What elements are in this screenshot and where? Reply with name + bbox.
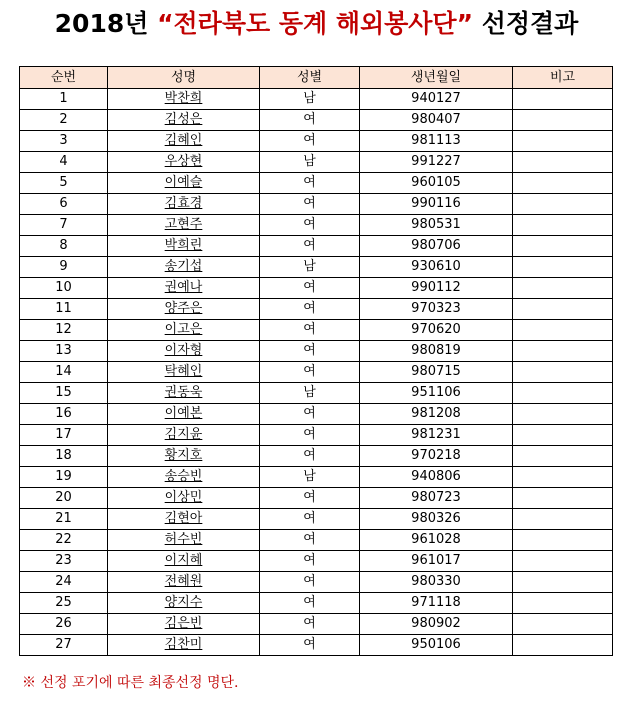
table-row bbox=[20, 404, 613, 425]
cell-birth: 970620 bbox=[360, 320, 513, 341]
cell-remark bbox=[513, 614, 613, 635]
cell-name: 권동욱 bbox=[108, 383, 260, 404]
cell-gender: 여 bbox=[260, 194, 360, 215]
cell-no: 14 bbox=[20, 362, 108, 383]
cell-birth: 940806 bbox=[360, 467, 513, 488]
cell-remark bbox=[513, 635, 613, 656]
cell-gender: 여 bbox=[260, 488, 360, 509]
table-row bbox=[20, 110, 613, 131]
cell-remark bbox=[513, 362, 613, 383]
cell-gender: 여 bbox=[260, 635, 360, 656]
cell-birth: 950106 bbox=[360, 635, 513, 656]
table-row bbox=[20, 341, 613, 362]
cell-gender: 여 bbox=[260, 425, 360, 446]
cell-no: 17 bbox=[20, 425, 108, 446]
cell-no: 12 bbox=[20, 320, 108, 341]
table-row bbox=[20, 572, 613, 593]
table-row bbox=[20, 635, 613, 656]
cell-gender: 여 bbox=[260, 341, 360, 362]
table-row bbox=[20, 299, 613, 320]
cell-no: 10 bbox=[20, 278, 108, 299]
cell-remark bbox=[513, 236, 613, 257]
cell-remark bbox=[513, 131, 613, 152]
table-row bbox=[20, 383, 613, 404]
cell-birth: 980706 bbox=[360, 236, 513, 257]
header-remark: 비고 bbox=[513, 67, 613, 89]
table-row bbox=[20, 425, 613, 446]
cell-name: 이고은 bbox=[108, 320, 260, 341]
cell-no: 15 bbox=[20, 383, 108, 404]
cell-name: 허수빈 bbox=[108, 530, 260, 551]
cell-no: 7 bbox=[20, 215, 108, 236]
cell-birth: 981113 bbox=[360, 131, 513, 152]
header-birth: 생년월일 bbox=[360, 67, 513, 89]
cell-gender: 여 bbox=[260, 362, 360, 383]
cell-birth: 960105 bbox=[360, 173, 513, 194]
cell-name: 김성은 bbox=[108, 110, 260, 131]
cell-birth: 980407 bbox=[360, 110, 513, 131]
header-gender: 성별 bbox=[260, 67, 360, 89]
cell-birth: 980715 bbox=[360, 362, 513, 383]
cell-no: 11 bbox=[20, 299, 108, 320]
cell-name: 송승빈 bbox=[108, 467, 260, 488]
cell-no: 2 bbox=[20, 110, 108, 131]
cell-name: 김찬미 bbox=[108, 635, 260, 656]
table-row bbox=[20, 194, 613, 215]
cell-gender: 남 bbox=[260, 152, 360, 173]
cell-birth: 980326 bbox=[360, 509, 513, 530]
table-row bbox=[20, 593, 613, 614]
table-row bbox=[20, 215, 613, 236]
cell-gender: 여 bbox=[260, 215, 360, 236]
cell-gender: 여 bbox=[260, 509, 360, 530]
cell-remark bbox=[513, 467, 613, 488]
cell-name: 양주은 bbox=[108, 299, 260, 320]
table-row bbox=[20, 320, 613, 341]
cell-birth: 970323 bbox=[360, 299, 513, 320]
cell-remark bbox=[513, 257, 613, 278]
cell-no: 4 bbox=[20, 152, 108, 173]
title-highlight: “전라북도 동계 해외봉사단” bbox=[157, 9, 474, 38]
cell-name: 김지윤 bbox=[108, 425, 260, 446]
cell-no: 9 bbox=[20, 257, 108, 278]
cell-no: 23 bbox=[20, 551, 108, 572]
cell-no: 21 bbox=[20, 509, 108, 530]
footnote: ※ 선정 포기에 따른 최종선정 명단. bbox=[22, 675, 239, 691]
cell-no: 1 bbox=[20, 89, 108, 110]
cell-name: 전혜원 bbox=[108, 572, 260, 593]
cell-birth: 980531 bbox=[360, 215, 513, 236]
cell-gender: 여 bbox=[260, 614, 360, 635]
cell-remark bbox=[513, 488, 613, 509]
cell-gender: 여 bbox=[260, 572, 360, 593]
cell-name: 이예본 bbox=[108, 404, 260, 425]
cell-no: 8 bbox=[20, 236, 108, 257]
page-title bbox=[0, 4, 633, 40]
cell-name: 황지호 bbox=[108, 446, 260, 467]
cell-gender: 남 bbox=[260, 383, 360, 404]
cell-birth: 961017 bbox=[360, 551, 513, 572]
cell-gender: 남 bbox=[260, 467, 360, 488]
cell-no: 19 bbox=[20, 467, 108, 488]
cell-remark bbox=[513, 278, 613, 299]
table-row bbox=[20, 173, 613, 194]
table-row bbox=[20, 509, 613, 530]
cell-remark bbox=[513, 530, 613, 551]
cell-birth: 991227 bbox=[360, 152, 513, 173]
title-suffix: 선정결과 bbox=[473, 9, 579, 38]
cell-gender: 남 bbox=[260, 257, 360, 278]
cell-no: 16 bbox=[20, 404, 108, 425]
cell-remark bbox=[513, 215, 613, 236]
table-body bbox=[20, 89, 613, 656]
cell-remark bbox=[513, 404, 613, 425]
table-row bbox=[20, 446, 613, 467]
cell-birth: 971118 bbox=[360, 593, 513, 614]
cell-gender: 여 bbox=[260, 530, 360, 551]
cell-gender: 여 bbox=[260, 551, 360, 572]
table-row bbox=[20, 614, 613, 635]
table-row bbox=[20, 362, 613, 383]
table-row bbox=[20, 131, 613, 152]
title-prefix: 2018년 bbox=[54, 9, 158, 38]
cell-name: 이자형 bbox=[108, 341, 260, 362]
cell-name: 송기섭 bbox=[108, 257, 260, 278]
cell-name: 김혜인 bbox=[108, 131, 260, 152]
cell-remark bbox=[513, 446, 613, 467]
table-row bbox=[20, 257, 613, 278]
cell-no: 13 bbox=[20, 341, 108, 362]
cell-gender: 여 bbox=[260, 320, 360, 341]
cell-gender: 여 bbox=[260, 110, 360, 131]
cell-name: 이상민 bbox=[108, 488, 260, 509]
header-no: 순번 bbox=[20, 67, 108, 89]
cell-gender: 여 bbox=[260, 593, 360, 614]
cell-birth: 970218 bbox=[360, 446, 513, 467]
cell-gender: 남 bbox=[260, 89, 360, 110]
cell-birth: 981208 bbox=[360, 404, 513, 425]
cell-name: 양지수 bbox=[108, 593, 260, 614]
cell-birth: 990112 bbox=[360, 278, 513, 299]
cell-name: 우상현 bbox=[108, 152, 260, 173]
cell-name: 김은빈 bbox=[108, 614, 260, 635]
cell-birth: 980723 bbox=[360, 488, 513, 509]
cell-name: 박희린 bbox=[108, 236, 260, 257]
table-row bbox=[20, 551, 613, 572]
cell-no: 3 bbox=[20, 131, 108, 152]
table-row bbox=[20, 467, 613, 488]
table-header-row bbox=[20, 67, 613, 89]
cell-birth: 980330 bbox=[360, 572, 513, 593]
table-row bbox=[20, 152, 613, 173]
cell-remark bbox=[513, 341, 613, 362]
cell-remark bbox=[513, 551, 613, 572]
cell-name: 박찬희 bbox=[108, 89, 260, 110]
cell-no: 6 bbox=[20, 194, 108, 215]
table-row bbox=[20, 488, 613, 509]
cell-birth: 990116 bbox=[360, 194, 513, 215]
cell-birth: 961028 bbox=[360, 530, 513, 551]
cell-birth: 981231 bbox=[360, 425, 513, 446]
cell-gender: 여 bbox=[260, 446, 360, 467]
cell-no: 18 bbox=[20, 446, 108, 467]
cell-birth: 930610 bbox=[360, 257, 513, 278]
cell-name: 이예슬 bbox=[108, 173, 260, 194]
cell-name: 이지혜 bbox=[108, 551, 260, 572]
cell-name: 김현아 bbox=[108, 509, 260, 530]
cell-remark bbox=[513, 110, 613, 131]
cell-no: 24 bbox=[20, 572, 108, 593]
table-row bbox=[20, 89, 613, 110]
cell-remark bbox=[513, 173, 613, 194]
cell-remark bbox=[513, 194, 613, 215]
cell-gender: 여 bbox=[260, 299, 360, 320]
cell-name: 권예나 bbox=[108, 278, 260, 299]
cell-no: 25 bbox=[20, 593, 108, 614]
cell-remark bbox=[513, 320, 613, 341]
cell-no: 26 bbox=[20, 614, 108, 635]
cell-no: 27 bbox=[20, 635, 108, 656]
cell-no: 20 bbox=[20, 488, 108, 509]
cell-name: 김효경 bbox=[108, 194, 260, 215]
cell-no: 5 bbox=[20, 173, 108, 194]
cell-gender: 여 bbox=[260, 131, 360, 152]
cell-remark bbox=[513, 89, 613, 110]
cell-remark bbox=[513, 383, 613, 404]
table-row bbox=[20, 278, 613, 299]
cell-name: 탁혜인 bbox=[108, 362, 260, 383]
cell-remark bbox=[513, 509, 613, 530]
cell-remark bbox=[513, 572, 613, 593]
cell-name: 고현주 bbox=[108, 215, 260, 236]
cell-birth: 980819 bbox=[360, 341, 513, 362]
cell-birth: 980902 bbox=[360, 614, 513, 635]
header-name: 성명 bbox=[108, 67, 260, 89]
cell-remark bbox=[513, 299, 613, 320]
cell-remark bbox=[513, 593, 613, 614]
cell-remark bbox=[513, 152, 613, 173]
cell-gender: 여 bbox=[260, 404, 360, 425]
cell-birth: 951106 bbox=[360, 383, 513, 404]
cell-no: 22 bbox=[20, 530, 108, 551]
result-table bbox=[19, 66, 613, 656]
cell-remark bbox=[513, 425, 613, 446]
cell-gender: 여 bbox=[260, 173, 360, 194]
table-row bbox=[20, 530, 613, 551]
cell-gender: 여 bbox=[260, 236, 360, 257]
table-row bbox=[20, 236, 613, 257]
cell-gender: 여 bbox=[260, 278, 360, 299]
cell-birth: 940127 bbox=[360, 89, 513, 110]
